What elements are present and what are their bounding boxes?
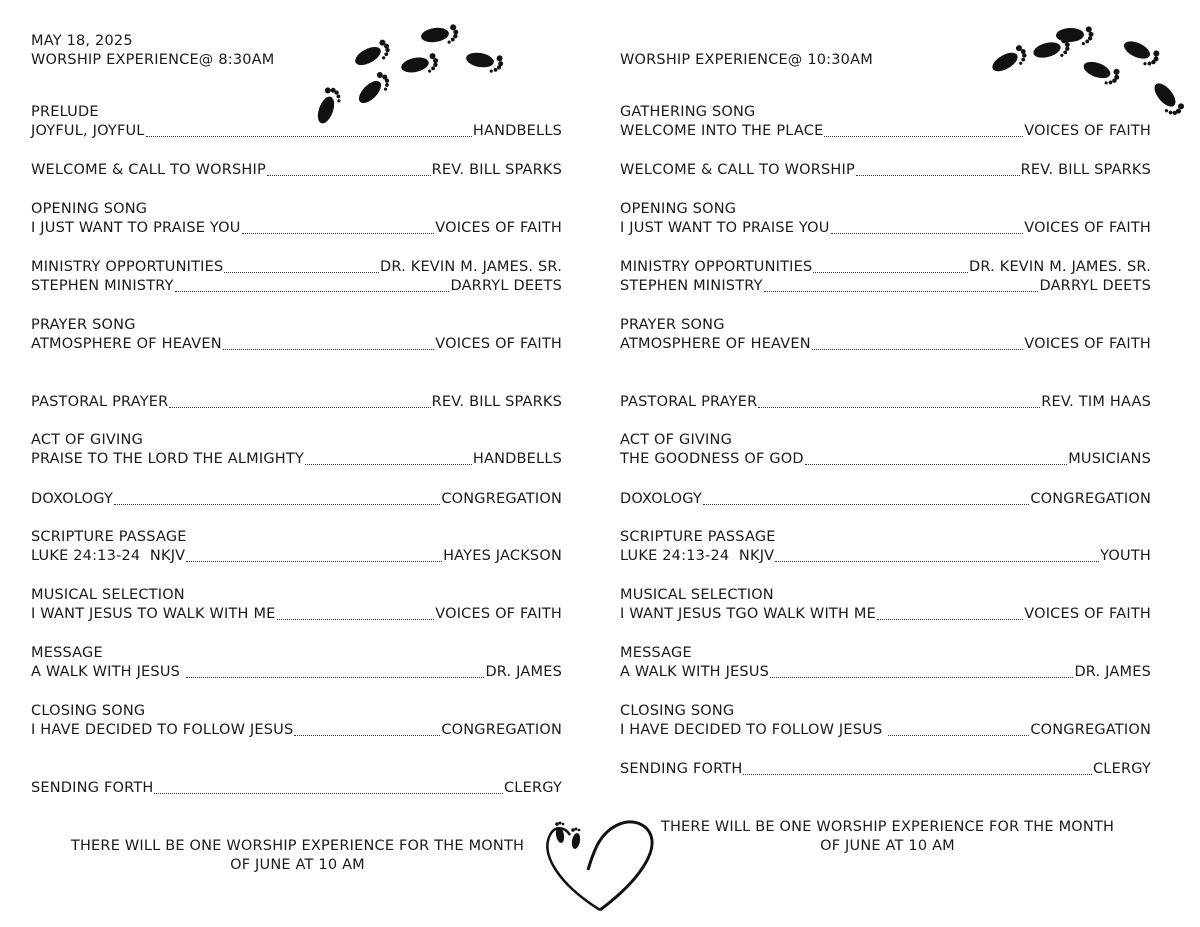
service-item-person: CLERGY — [1092, 761, 1151, 777]
service-item-text: SENDING FORTH — [31, 780, 154, 796]
service-item-person: CLERGY — [503, 780, 562, 796]
service-item-person: DR. JAMES — [485, 664, 562, 680]
dot-leader — [146, 135, 472, 137]
service-header — [31, 32, 275, 70]
service-item-title: SCRIPTURE PASSAGE — [620, 529, 776, 545]
service-item-row — [31, 450, 562, 469]
service-item-person: VOICES OF FAITH — [1024, 336, 1151, 352]
service-item-text: I HAVE DECIDED TO FOLLOW JESUS — [620, 722, 888, 738]
service-item — [31, 316, 562, 354]
service-item-title: MESSAGE — [620, 645, 692, 661]
june-notice — [60, 837, 535, 875]
service-item — [31, 528, 562, 566]
service-item — [31, 393, 562, 412]
service-item — [31, 702, 562, 740]
service-item — [31, 490, 562, 509]
service-item — [620, 490, 1151, 509]
service-item — [31, 161, 562, 180]
service-item-person: CONGREGATION — [441, 722, 562, 738]
dot-leader — [223, 348, 434, 350]
service-item-person: REV. BILL SPARKS — [1020, 162, 1151, 178]
service-item-row — [620, 393, 1151, 412]
service-item-text: DOXOLOGY — [620, 491, 703, 507]
service-item — [31, 586, 562, 624]
service-item-row — [620, 721, 1151, 740]
dot-leader — [824, 135, 1023, 137]
service-item-row — [620, 450, 1151, 469]
service-item-row — [31, 219, 562, 238]
dot-leader — [770, 676, 1073, 678]
service-item-text: I JUST WANT TO PRAISE YOU — [620, 220, 830, 236]
service-item-title: ACT OF GIVING — [31, 432, 144, 448]
dot-leader — [743, 773, 1092, 775]
service-item-text: ATMOSPHERE OF HEAVEN — [620, 336, 811, 352]
service-item-person: VOICES OF FAITH — [1024, 123, 1151, 139]
service-item-title: OPENING SONG — [31, 201, 148, 217]
june-notice-line: OF JUNE AT 10 AM — [820, 838, 955, 854]
service-item-text: JOYFUL, JOYFUL — [31, 123, 145, 139]
service-item-person: VOICES OF FAITH — [435, 606, 562, 622]
service-item-row — [31, 605, 562, 624]
service-item-person: DARRYL DEETS — [1039, 278, 1151, 294]
service-item-person: VOICES OF FAITH — [435, 336, 562, 352]
service-item-text: I WANT JESUS TGO WALK WITH ME — [620, 606, 876, 622]
service-item-text: I WANT JESUS TO WALK WITH ME — [31, 606, 276, 622]
service-item-person: REV. TIM HAAS — [1041, 394, 1151, 410]
service-item-person: CONGREGATION — [1030, 722, 1151, 738]
service-item-text: WELCOME & CALL TO WORSHIP — [620, 162, 855, 178]
dot-leader — [114, 503, 440, 505]
service-item-person: VOICES OF FAITH — [1024, 606, 1151, 622]
service-item-title: GATHERING SONG — [620, 104, 756, 120]
service-item — [620, 528, 1151, 566]
service-item-row — [620, 663, 1151, 682]
footprints-icon — [975, 20, 1195, 120]
service-item — [31, 200, 562, 238]
service-item-person: DARRYL DEETS — [450, 278, 562, 294]
service-item-person: VOICES OF FAITH — [435, 220, 562, 236]
service-item-text: PASTORAL PRAYER — [31, 394, 169, 410]
service-item-row — [31, 277, 562, 296]
service-item-row — [620, 760, 1151, 779]
service-item — [620, 200, 1151, 238]
service-item — [620, 586, 1151, 624]
service-item — [31, 431, 562, 469]
dot-leader — [805, 463, 1067, 465]
dot-leader — [186, 560, 442, 562]
service-item — [620, 760, 1151, 779]
service-item-title: ACT OF GIVING — [620, 432, 733, 448]
service-item — [620, 393, 1151, 412]
dot-leader — [775, 560, 1099, 562]
service-item — [31, 258, 562, 296]
dot-leader — [813, 271, 968, 273]
service-item-text: I JUST WANT TO PRAISE YOU — [31, 220, 241, 236]
service-item-title: OPENING SONG — [620, 201, 737, 217]
service-header — [620, 51, 873, 70]
dot-leader — [175, 290, 450, 292]
service-item-text: THE GOODNESS OF GOD — [620, 451, 804, 467]
service-item-title: PRELUDE — [31, 104, 99, 120]
dot-leader — [877, 618, 1023, 620]
service-item — [620, 702, 1151, 740]
service-item-text: WELCOME & CALL TO WORSHIP — [31, 162, 266, 178]
dot-leader — [242, 232, 435, 234]
service-item-title: PRAYER SONG — [620, 317, 725, 333]
service-item-text: A WALK WITH JESUS — [31, 664, 185, 680]
service-item-row — [31, 335, 562, 354]
service-item-row — [620, 277, 1151, 296]
service-item-text: DOXOLOGY — [31, 491, 114, 507]
service-item-person: VOICES OF FAITH — [1024, 220, 1151, 236]
service-item-person: DR. KEVIN M. JAMES. SR. — [969, 259, 1151, 275]
heart-with-baby-feet-icon — [540, 815, 660, 915]
service-item — [620, 161, 1151, 180]
service-item-row — [620, 219, 1151, 238]
service-item-text: STEPHEN MINISTRY — [620, 278, 763, 294]
service-time: WORSHIP EXPERIENCE@ 8:30AM — [31, 52, 275, 68]
dot-leader — [856, 174, 1020, 176]
service-item-row — [31, 393, 562, 412]
service-item-row — [31, 779, 562, 798]
service-item-text: PRAISE TO THE LORD THE ALMIGHTY — [31, 451, 305, 467]
service-item-title: MESSAGE — [31, 645, 103, 661]
service-item-row — [31, 663, 562, 682]
service-item-text: LUKE 24:13-24 NKJV — [31, 548, 186, 564]
service-item-text: WELCOME INTO THE PLACE — [620, 123, 824, 139]
dot-leader — [758, 406, 1040, 408]
service-item-row — [31, 258, 562, 277]
service-item-title: CLOSING SONG — [31, 703, 146, 719]
service-item-text: LUKE 24:13-24 NKJV — [620, 548, 775, 564]
service-time: WORSHIP EXPERIENCE@ 10:30AM — [620, 52, 873, 68]
service-item-person: MUSICIANS — [1068, 451, 1151, 467]
service-item-row — [620, 335, 1151, 354]
service-item-text: ATMOSPHERE OF HEAVEN — [31, 336, 222, 352]
service-item-text: MINISTRY OPPORTUNITIES — [31, 259, 224, 275]
dot-leader — [831, 232, 1024, 234]
service-item-row — [31, 161, 562, 180]
dot-leader — [764, 290, 1039, 292]
dot-leader — [169, 406, 430, 408]
service-item-person: REV. BILL SPARKS — [431, 394, 562, 410]
footprints-icon — [300, 10, 520, 130]
dot-leader — [305, 463, 472, 465]
service-item-person: CONGREGATION — [441, 491, 562, 507]
service-item-title: SCRIPTURE PASSAGE — [31, 529, 187, 545]
service-item-title: MUSICAL SELECTION — [31, 587, 185, 603]
service-item-person: DR. JAMES — [1074, 664, 1151, 680]
service-item — [620, 316, 1151, 354]
service-item — [620, 644, 1151, 682]
service-item-person: HAYES JACKSON — [443, 548, 562, 564]
service-item-title: PRAYER SONG — [31, 317, 136, 333]
june-notice — [650, 818, 1125, 856]
service-item-text: A WALK WITH JESUS — [620, 664, 770, 680]
service-item — [620, 258, 1151, 296]
service-item-text: SENDING FORTH — [620, 761, 743, 777]
service-item-text: STEPHEN MINISTRY — [31, 278, 174, 294]
service-item-row — [31, 490, 562, 509]
dot-leader — [277, 618, 435, 620]
service-item-row — [620, 122, 1151, 141]
service-item-text: MINISTRY OPPORTUNITIES — [620, 259, 813, 275]
service-item-row — [620, 490, 1151, 509]
dot-leader — [154, 792, 503, 794]
service-item-row — [620, 547, 1151, 566]
dot-leader — [812, 348, 1023, 350]
dot-leader — [186, 676, 485, 678]
service-item-text: I HAVE DECIDED TO FOLLOW JESUS — [31, 722, 294, 738]
service-item-person: YOUTH — [1100, 548, 1151, 564]
service-item — [620, 431, 1151, 469]
service-item-row — [620, 605, 1151, 624]
service-item-person: HANDBELLS — [472, 451, 562, 467]
service-item-text: PASTORAL PRAYER — [620, 394, 758, 410]
dot-leader — [224, 271, 379, 273]
service-item-row — [620, 161, 1151, 180]
service-item-title: CLOSING SONG — [620, 703, 735, 719]
service-item-row — [31, 721, 562, 740]
dot-leader — [267, 174, 431, 176]
dot-leader — [888, 734, 1029, 736]
dot-leader — [294, 734, 440, 736]
service-item-person: DR. KEVIN M. JAMES. SR. — [380, 259, 562, 275]
service-item-row — [620, 258, 1151, 277]
service-item-person: CONGREGATION — [1030, 491, 1151, 507]
june-notice-line: THERE WILL BE ONE WORSHIP EXPERIENCE FOR THE MONTH — [660, 819, 1115, 835]
service-item-person: REV. BILL SPARKS — [431, 162, 562, 178]
service-item-row — [31, 547, 562, 566]
june-notice-line: OF JUNE AT 10 AM — [230, 857, 365, 873]
service-date: MAY 18, 2025 — [31, 33, 133, 49]
dot-leader — [703, 503, 1029, 505]
service-item — [31, 779, 562, 798]
service-item-person: HANDBELLS — [472, 123, 562, 139]
service-item-title: MUSICAL SELECTION — [620, 587, 774, 603]
june-notice-line: THERE WILL BE ONE WORSHIP EXPERIENCE FOR THE MONTH — [70, 838, 525, 854]
service-item — [31, 644, 562, 682]
